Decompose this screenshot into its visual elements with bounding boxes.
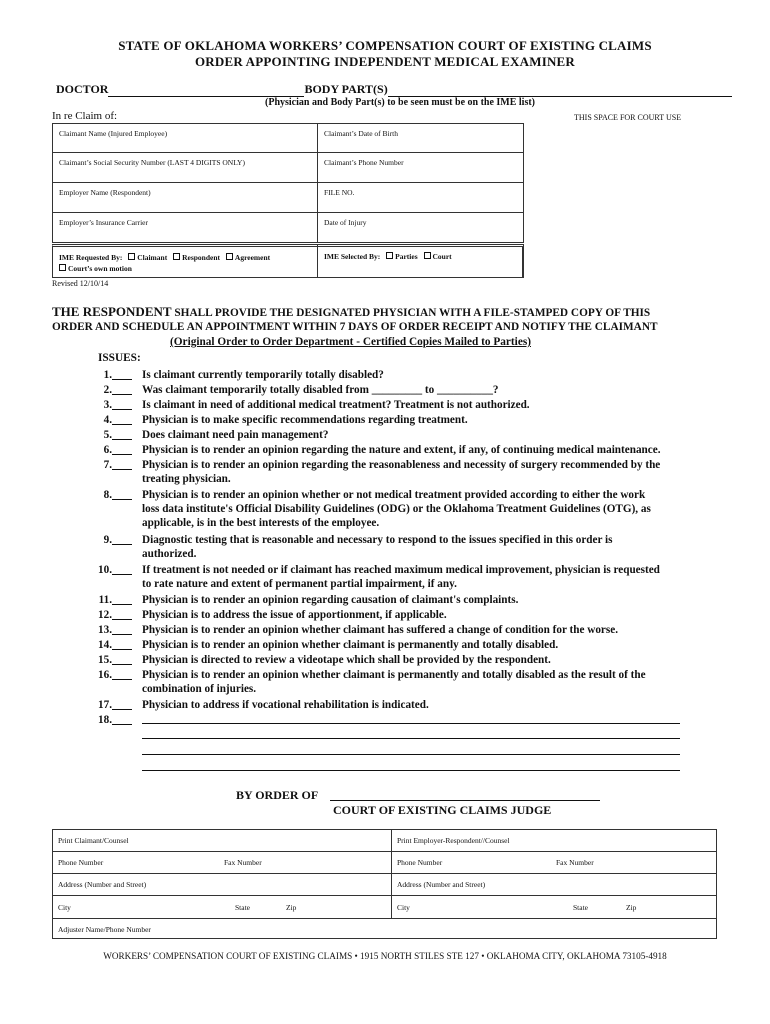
issue-check-blank[interactable]: [112, 698, 132, 710]
issue-text-line: Physician is to render an opinion whether claimant has suffered a change of condition for the worse.: [142, 624, 618, 636]
issue-text-line: Was claimant temporarily totally disabled from _________ to __________?: [142, 384, 499, 396]
issue-text: [142, 413, 734, 427]
issue-check-blank[interactable]: [112, 593, 132, 605]
parties-checkbox[interactable]: [386, 252, 393, 259]
issue-text-line: Physician is to address the issue of apportionment, if applicable.: [142, 609, 447, 621]
issue-check-blank[interactable]: [112, 458, 132, 470]
by-order-of-label: BY ORDER OF: [236, 788, 319, 802]
issue-check-blank[interactable]: [112, 428, 132, 440]
issue-text: [142, 368, 734, 382]
employer-fax-number-field[interactable]: [550, 858, 710, 867]
issue-number: 4.: [103, 414, 112, 426]
employer-phone-number-label: Phone Number: [397, 858, 443, 867]
footer-address: WORKERS’ COMPENSATION COURT OF EXISTING CLAIMS • 1915 NORTH STILES STE 127 • OKLAHOMA CITY, OKLAHOMA 73105-4918: [103, 951, 667, 961]
issue-check-blank[interactable]: [112, 623, 132, 635]
claimant-fax-number-label: Fax Number: [224, 858, 262, 867]
parties-option-label: Parties: [395, 252, 418, 261]
issue-check-blank[interactable]: [112, 713, 132, 725]
respondent-notice-line2: ORDER AND SCHEDULE AN APPOINTMENT WITHIN 7 DAYS OF ORDER RECEIPT AND NOTIFY THE CLAIMANT: [52, 321, 658, 333]
issue-number: 10.: [98, 564, 112, 576]
issue-check-blank[interactable]: [112, 443, 132, 455]
claimant-name-label: Claimant Name (Injured Employee): [59, 129, 168, 138]
issue-text-line: authorized.: [142, 548, 197, 560]
respondent-notice-line1: [52, 304, 650, 320]
issue-number: 13.: [98, 624, 112, 636]
claimant-dob-field[interactable]: [317, 123, 524, 153]
court-motion-checkbox[interactable]: [59, 264, 66, 271]
issue-text: [142, 668, 734, 696]
issue-text: [142, 428, 734, 442]
issue-text: [142, 623, 734, 637]
employer-address-label: Address (Number and Street): [397, 880, 486, 889]
employer-state-label: State: [573, 903, 588, 912]
agreement-option-label: Agreement: [234, 253, 271, 262]
employer-address-field[interactable]: [391, 880, 717, 889]
doctor-label: DOCTOR: [56, 82, 109, 96]
issue-text: [142, 488, 734, 530]
issue-text: [142, 608, 734, 622]
issue-text-line: combination of injuries.: [142, 683, 257, 695]
issue-number: 12.: [98, 609, 112, 621]
agreement-checkbox[interactable]: [226, 253, 233, 260]
judge-signature-line[interactable]: [330, 800, 600, 801]
issue-text-line: to rate nature and extent of permanent partial impairment, if any.: [142, 578, 457, 590]
issue-text-line: Diagnostic testing that is reasonable and necessary to respond to the issues specified in this order is: [142, 534, 613, 546]
issue-number: 2.: [103, 384, 112, 396]
claimant-fax-number-field[interactable]: [218, 858, 388, 867]
claimant-option-label: Claimant: [137, 253, 168, 262]
claimant-ssn-label: Claimant’s Social Security Number (LAST 4 DIGITS ONLY): [59, 158, 245, 167]
issue-check-blank[interactable]: [112, 533, 132, 545]
issue-number: 7.: [103, 459, 112, 471]
employer-name-field[interactable]: [52, 182, 318, 213]
claimant-phone-label: Claimant’s Phone Number: [324, 158, 404, 167]
respondent-text: SHALL PROVIDE THE DESIGNATED PHYSICIAN WITH A FILE-STAMPED COPY OF THIS: [171, 307, 651, 319]
issue-number: 15.: [98, 654, 112, 666]
claimant-state-field[interactable]: [229, 903, 279, 912]
adjuster-field[interactable]: [52, 925, 391, 934]
issue-text-line: treating physician.: [142, 473, 231, 485]
ime-requested-by-label: IME Requested By:: [59, 253, 123, 262]
issue-number: 11.: [98, 594, 112, 606]
issue-check-blank[interactable]: [112, 638, 132, 650]
court-option-label: Court: [432, 252, 452, 261]
issue-check-blank[interactable]: [112, 653, 132, 665]
issue-check-blank[interactable]: [112, 608, 132, 620]
claimant-name-field[interactable]: [52, 123, 318, 153]
date-of-injury-field[interactable]: [317, 212, 524, 243]
print-employer-field[interactable]: [391, 836, 717, 845]
issue-text-line: Physician is to render an opinion regarding the nature and extent, if any, of continuing medical maintenance.: [142, 444, 661, 456]
issue-check-blank[interactable]: [112, 488, 132, 500]
form-subtitle: ORDER APPOINTING INDEPENDENT MEDICAL EXAMINER: [194, 54, 576, 69]
row-divider-1: [52, 851, 717, 852]
revised-date: Revised 12/10/14: [52, 279, 109, 288]
in-re-claim-label: In re Claim of:: [52, 110, 118, 122]
issue-text: [142, 458, 734, 486]
employer-city-field[interactable]: [391, 903, 561, 912]
employer-zip-label: Zip: [626, 903, 637, 912]
issue-text: [142, 533, 734, 561]
print-employer-label: Print Employer-Respondent//Counsel: [397, 836, 510, 845]
issue-check-blank[interactable]: [112, 563, 132, 575]
ime-selected-by-label: IME Selected By:: [324, 252, 381, 261]
issue-number: 16.: [98, 669, 112, 681]
issue-number: 17.: [98, 699, 112, 711]
issue-18-line-4[interactable]: [142, 770, 680, 771]
respondent-option-label: Respondent: [182, 253, 221, 262]
issue-number: 6.: [103, 444, 112, 456]
claimant-address-field[interactable]: [52, 880, 391, 889]
issue-text: [142, 653, 734, 667]
issue-number: 9.: [103, 534, 112, 546]
ime-requested-by-cell: [52, 244, 318, 278]
claimant-phone-number-field[interactable]: [52, 858, 222, 867]
claimant-city-label: City: [58, 903, 71, 912]
body-part-field[interactable]: [388, 85, 732, 97]
date-of-injury-label: Date of Injury: [324, 218, 367, 227]
issue-text-line: Physician is to render an opinion whether claimant is permanently and totally disabled.: [142, 639, 559, 651]
issue-text-line: Physician is directed to review a videotape which shall be provided by the respondent.: [142, 654, 551, 666]
issue-check-blank[interactable]: [112, 383, 132, 395]
issue-18-line-2[interactable]: [142, 738, 680, 739]
ime-list-note: (Physician and Body Part(s) to be seen must be on the IME list): [265, 97, 536, 108]
claimant-dob-label: Claimant’s Date of Birth: [324, 129, 398, 138]
respondent-lead: THE RESPONDENT: [52, 304, 172, 319]
issue-text-line: loss data institute's Official Disability Guidelines (ODG) or the Oklahoma Treatment Guidelines (OTG), as: [142, 503, 651, 515]
issue-text-line: If treatment is not needed or if claimant has reached maximum medical improvement, physician is requested: [142, 564, 660, 576]
form-title: STATE OF OKLAHOMA WORKERS’ COMPENSATION COURT OF EXISTING CLAIMS: [118, 38, 652, 53]
court-checkbox[interactable]: [424, 252, 431, 259]
issue-number: 8.: [103, 489, 112, 501]
adjuster-label: Adjuster Name/Phone Number: [58, 925, 151, 934]
issue-text-line: Is claimant currently temporarily totally disabled?: [142, 369, 384, 381]
issue-text-line: Physician is to render an opinion regarding the reasonableness and necessity of surgery recommended by the: [142, 459, 661, 471]
insurance-carrier-label: Employer’s Insurance Carrier: [59, 218, 148, 227]
print-claimant-field[interactable]: [52, 836, 391, 845]
employer-fax-number-label: Fax Number: [556, 858, 594, 867]
issue-18-line-1[interactable]: [142, 723, 680, 724]
issue-text-line: Physician to address if vocational rehabilitation is indicated.: [142, 699, 429, 711]
issue-text: [142, 398, 734, 412]
issue-number: 3.: [103, 399, 112, 411]
claimant-phone-number-label: Phone Number: [58, 858, 104, 867]
row-divider-3: [52, 895, 717, 896]
print-claimant-label: Print Claimant/Counsel: [58, 836, 129, 845]
issues-label: ISSUES:: [98, 352, 141, 364]
insurance-carrier-field[interactable]: [52, 212, 318, 243]
issue-text: [142, 383, 734, 397]
issue-text-line: Physician is to render an opinion whether claimant is permanently and totally disabled as the result of the: [142, 669, 646, 681]
claimant-zip-field[interactable]: [280, 903, 340, 912]
issue-text: [142, 698, 734, 712]
issue-text-line: applicable, is in the best interests of the employee.: [142, 517, 380, 529]
issue-check-blank[interactable]: [112, 368, 132, 380]
doctor-field[interactable]: [108, 85, 304, 97]
body-part-label: BODY PART(S): [304, 82, 388, 96]
issue-text: [142, 443, 734, 457]
claimant-checkbox[interactable]: [128, 253, 135, 260]
issue-text-line: Physician is to render an opinion whether or not medical treatment provided according to either the work: [142, 489, 646, 501]
issue-text: [142, 593, 734, 607]
issue-number: 18.: [98, 714, 112, 726]
issue-text: [142, 638, 734, 652]
issue-number: 14.: [98, 639, 112, 651]
employer-name-label: Employer Name (Respondent): [59, 188, 151, 197]
claimant-phone-field[interactable]: [317, 152, 524, 183]
employer-city-label: City: [397, 903, 410, 912]
issue-number: 1.: [103, 369, 112, 381]
row-divider-2: [52, 873, 717, 874]
employer-phone-number-field[interactable]: [391, 858, 551, 867]
respondent-notice-line3: (Original Order to Order Department - Certified Copies Mailed to Parties): [170, 336, 531, 348]
issue-number: 5.: [103, 429, 112, 441]
issue-check-blank[interactable]: [112, 668, 132, 680]
claimant-ssn-field[interactable]: [52, 152, 318, 183]
claimant-state-label: State: [235, 903, 250, 912]
judge-label: COURT OF EXISTING CLAIMS JUDGE: [333, 803, 552, 817]
file-no-label: FILE NO.: [324, 188, 355, 197]
issue-text-line: Does claimant need pain management?: [142, 429, 329, 441]
claimant-address-label: Address (Number and Street): [58, 880, 147, 889]
issue-text: [142, 563, 734, 591]
employer-zip-field[interactable]: [620, 903, 680, 912]
ime-selected-by-cell: [317, 244, 524, 278]
issue-18-line-3[interactable]: [142, 754, 680, 755]
claimant-city-field[interactable]: [52, 903, 232, 912]
row-divider-4: [52, 918, 717, 919]
doctor-row: [56, 82, 732, 97]
court-motion-option-label: Court’s own motion: [68, 264, 132, 273]
issue-check-blank[interactable]: [112, 413, 132, 425]
issue-check-blank[interactable]: [112, 398, 132, 410]
respondent-checkbox[interactable]: [173, 253, 180, 260]
claimant-zip-label: Zip: [286, 903, 297, 912]
employer-state-field[interactable]: [567, 903, 617, 912]
issue-text-line: Physician is to make specific recommendations regarding treatment.: [142, 414, 468, 426]
issue-text-line: Is claimant in need of additional medical treatment? Treatment is not authorized.: [142, 399, 530, 411]
issue-text-line: Physician is to render an opinion regarding causation of claimant's complaints.: [142, 594, 519, 606]
court-use-label: THIS SPACE FOR COURT USE: [574, 113, 682, 122]
file-no-field[interactable]: [317, 182, 524, 213]
